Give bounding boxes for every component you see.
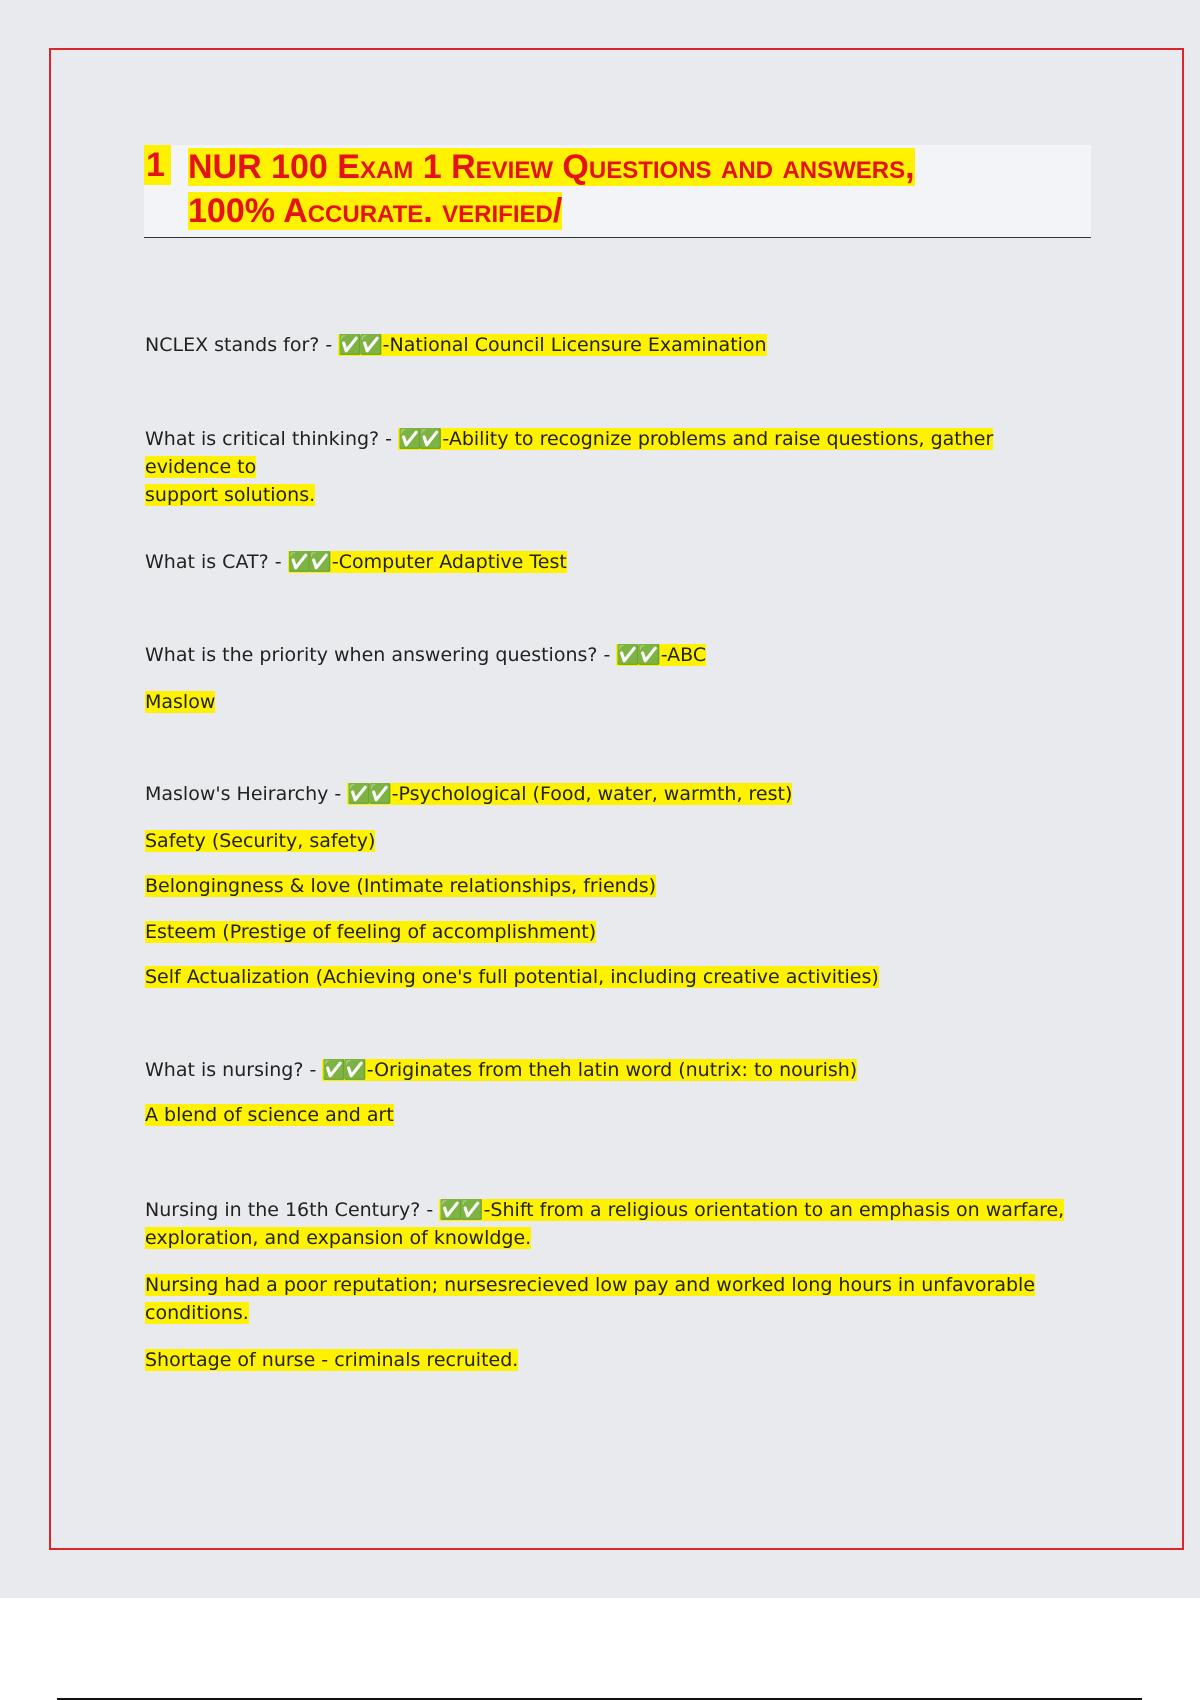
answer-text: -Originates from theh latin word (nutrix: to nourish)	[366, 1059, 858, 1081]
qa-item	[145, 1056, 1075, 1084]
title-number: 1	[144, 145, 171, 185]
qa-item	[145, 548, 1075, 576]
answer-line: Esteem (Prestige of feeling of accomplishment)	[145, 921, 597, 943]
question-text: What is CAT? -	[145, 551, 288, 573]
document-title	[144, 145, 1091, 238]
title-line-2: 100% Accurate. verified/	[188, 192, 563, 230]
qa-item	[145, 331, 1075, 359]
answer-line: A blend of science and art	[145, 1104, 394, 1126]
answer-text: -ABC	[660, 644, 707, 666]
answer-line: Nursing had a poor reputation; nursesrecieved low pay and worked long hours in unfavorable conditions.	[145, 1274, 1036, 1324]
answer-line: Shortage of nurse - criminals recruited.	[145, 1349, 519, 1371]
answer-text: -Shift from a religious orientation to an emphasis on warfare,	[483, 1199, 1065, 1221]
question-text: NCLEX stands for? -	[145, 334, 339, 356]
answer-line: Belongingness & love (Intimate relationships, friends)	[145, 875, 657, 897]
question-text: What is nursing? -	[145, 1059, 323, 1081]
answer-line: Self Actualization (Achieving one's full potential, including creative activities)	[145, 966, 879, 988]
title-line-1: NUR 100 Exam 1 Review Questions and answers,	[188, 148, 915, 186]
double-check-icon: ✅✅	[338, 334, 380, 356]
qa-item	[145, 780, 1075, 808]
answer-text-continued: support solutions.	[145, 484, 316, 506]
qa-item	[145, 1196, 1075, 1252]
double-check-icon: ✅✅	[287, 551, 329, 573]
answer-text: -National Council Licensure Examination	[382, 334, 767, 356]
question-text: What is critical thinking? -	[145, 428, 399, 450]
answer-text: -Ability to recognize problems and raise questions, gather evidence to	[145, 428, 994, 478]
double-check-icon: ✅✅	[322, 1059, 364, 1081]
question-text: Maslow's Heirarchy -	[145, 783, 348, 805]
double-check-icon: ✅✅	[398, 428, 440, 450]
double-check-icon: ✅✅	[439, 1199, 481, 1221]
question-text: What is the priority when answering questions? -	[145, 644, 617, 666]
qa-item	[145, 641, 1075, 669]
answer-text: -Computer Adaptive Test	[331, 551, 567, 573]
answer-text-continued: exploration, and expansion of knowldge.	[145, 1227, 532, 1249]
answer-line: Safety (Security, safety)	[145, 830, 376, 852]
qa-item	[145, 425, 1075, 509]
question-text: Nursing in the 16th Century? -	[145, 1199, 440, 1221]
double-check-icon: ✅✅	[616, 644, 658, 666]
answer-line: Maslow	[145, 691, 216, 713]
answer-text: -Psychological (Food, water, warmth, rest)	[391, 783, 793, 805]
double-check-icon: ✅✅	[347, 783, 389, 805]
